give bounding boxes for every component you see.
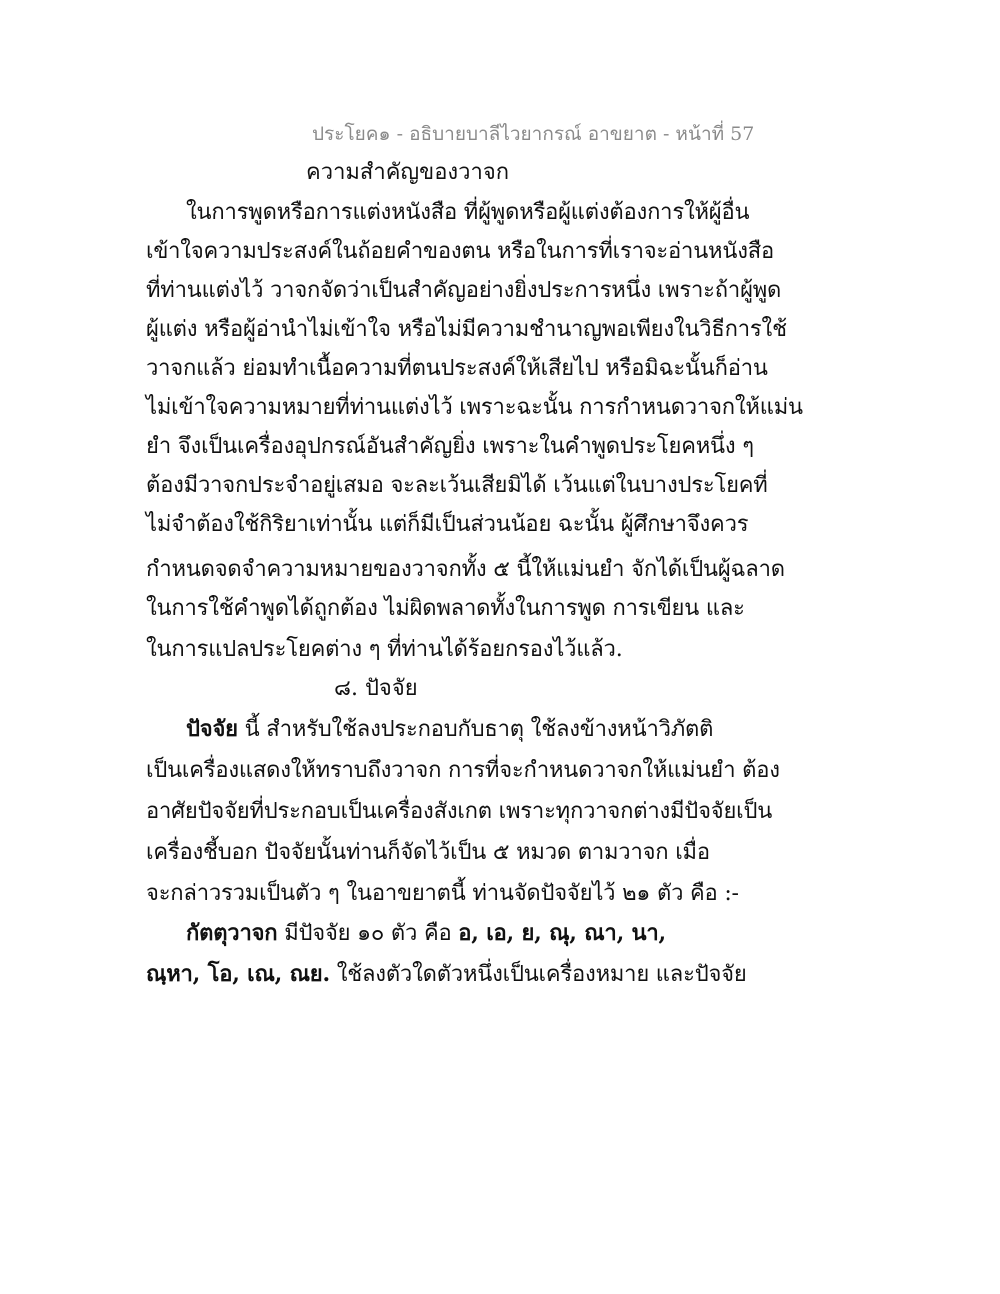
body-line: ผู้แต่ง หรือผู้อ่านำไม่เข้าใจ หรือไม่มีความชำนาญพอเพียงในวิธีการใช้	[146, 317, 787, 342]
body-line	[186, 916, 666, 951]
suffix-list: อ, เอ, ย, ณุ, ณา, นา,	[458, 920, 666, 946]
body-line: เครื่องชี้บอก ปัจจัยนั้นท่านก็จัดไว้เป็น ๕ หมวด ตามวาจก เมื่อ	[146, 840, 710, 865]
body-line: จะกล่าวรวมเป็นตัว ๆ ในอาขยาตนี้ ท่านจัดปัจจัยไว้ ๒๑ ตัว คือ :-	[146, 881, 739, 906]
body-line: ในการแปลประโยคต่าง ๆ ที่ท่านได้ร้อยกรองไว้แล้ว.	[146, 637, 623, 662]
body-line: วาจกแล้ว ย่อมทำเนื้อความที่ตนประสงค์ให้เสียไป หรือมิฉะนั้นก็อ่าน	[146, 356, 768, 381]
body-line: ยำ จึงเป็นเครื่องอุปกรณ์อันสำคัญยิ่ง เพราะในคำพูดประโยคหนึ่ง ๆ	[146, 434, 754, 459]
line-text: นี้ สำหรับใช้ลงประกอบกับธาตุ ใช้ลงข้างหน้าวิภัตติ	[237, 717, 714, 742]
body-line: อาศัยปัจจัยที่ประกอบเป็นเครื่องสังเกต เพราะทุกวาจกต่างมีปัจจัยเป็น	[146, 799, 773, 824]
line-text: มีปัจจัย ๑๐ ตัว คือ	[277, 921, 459, 946]
suffix-list: ณฺหา, โอ, เณ, ณย.	[146, 961, 330, 987]
body-line: ไม่จำต้องใช้กิริยาเท่านั้น แต่ก็มีเป็นส่วนน้อย ฉะนั้น ผู้ศึกษาจึงควร	[146, 512, 749, 537]
term-paccaya: ปัจจัย	[186, 716, 238, 742]
term-kattuvacaka: กัตตุวาจก	[186, 920, 278, 946]
running-header: ประโยค๑ - อธิบายบาลีไวยากรณ์ อาขยาต - หน้าที่ 57	[312, 123, 755, 145]
line-text: ใช้ลงตัวใดตัวหนึ่งเป็นเครื่องหมาย และปัจจัย	[329, 962, 747, 987]
section-title: ความสำคัญของวาจก	[306, 160, 510, 185]
body-line: ในการพูดหรือการแต่งหนังสือ ที่ผู้พูดหรือผู้แต่งต้องการให้ผู้อื่น	[186, 200, 750, 225]
chapter-title: ๘. ปัจจัย	[334, 676, 418, 701]
body-line	[186, 712, 713, 747]
body-line: เป็นเครื่องแสดงให้ทราบถึงวาจก การที่จะกำหนดวาจกให้แม่นยำ ต้อง	[146, 758, 780, 783]
body-line: กำหนดจดจำความหมายของวาจกทั้ง ๕ นี้ให้แม่นยำ จักได้เป็นผู้ฉลาด	[146, 557, 785, 582]
body-line: ไม่เข้าใจความหมายที่ท่านแต่งไว้ เพราะฉะนั้น การกำหนดวาจกให้แม่น	[146, 395, 803, 420]
body-line: เข้าใจความประสงค์ในถ้อยคำของตน หรือในการที่เราจะอ่านหนังสือ	[146, 239, 774, 264]
body-line: ต้องมีวาจกประจำอยู่เสมอ จะละเว้นเสียมิได้ เว้นแต่ในบางประโยคที่	[146, 473, 768, 498]
body-line	[146, 957, 747, 992]
body-line: ในการใช้คำพูดได้ถูกต้อง ไม่ผิดพลาดทั้งในการพูด การเขียน และ	[146, 596, 745, 621]
body-line: ที่ท่านแต่งไว้ วาจกจัดว่าเป็นสำคัญอย่างยิ่งประการหนึ่ง เพราะถ้าผู้พูด	[146, 278, 782, 303]
